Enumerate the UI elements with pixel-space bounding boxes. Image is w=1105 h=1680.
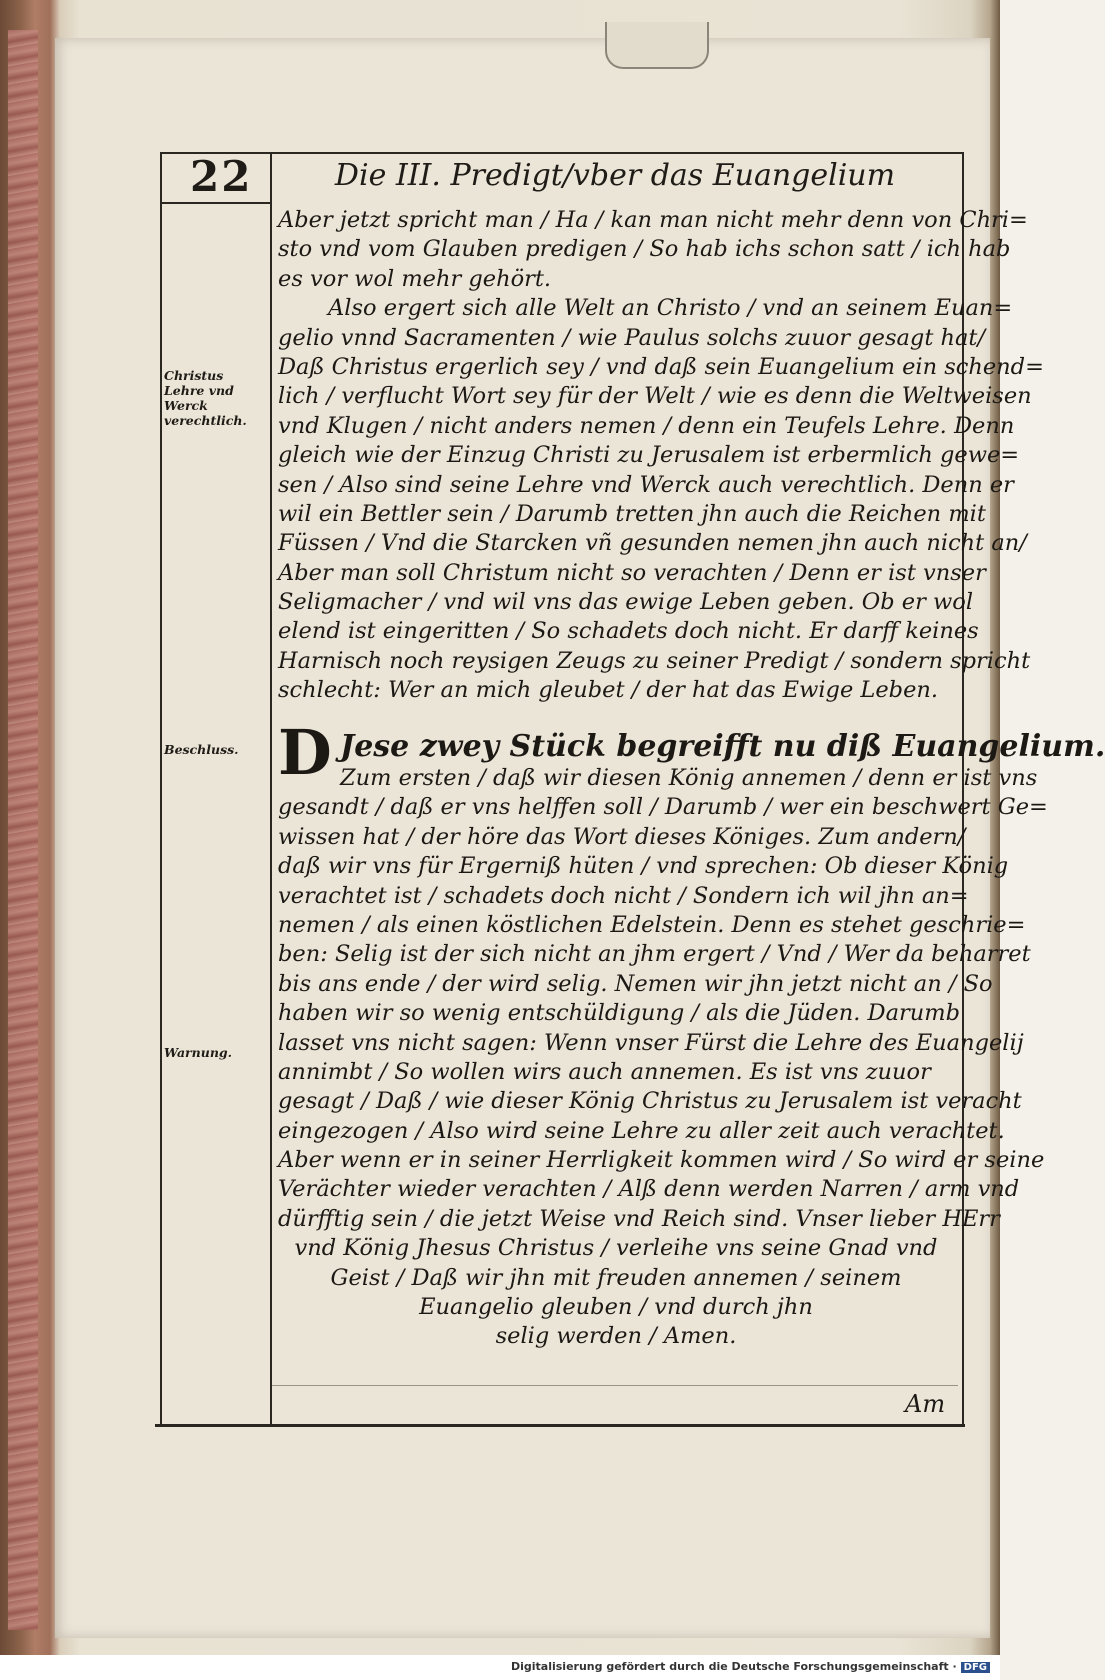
text-line: vnd König Jhesus Christus / verleihe vns seine Gnad vnd [294, 1235, 938, 1262]
text-line: bis ans ende / der wird selig. Nemen wir jhn jetzt nicht an / So [278, 970, 993, 997]
text-line: sen / Also sind seine Lehre vnd Werck auch verechtlich. Denn er [278, 471, 1014, 498]
text-line: lich / verflucht Wort sey für der Welt / wie es denn die Weltweisen [278, 383, 1032, 410]
funding-credit [511, 1660, 990, 1673]
marbled-edge [8, 30, 38, 1630]
text-line: selig werden / Amen. [495, 1323, 737, 1350]
text-line: lasset vns nicht sagen: Wenn vnser Fürst die Lehre des Euangelij [278, 1029, 1024, 1056]
text-line: annimbt / So wollen wirs auch annemen. Es ist vns zuuor [278, 1058, 931, 1085]
text-line: Aber man soll Christum nicht so verachten / Denn er ist vnser [278, 559, 986, 586]
text-line: Harnisch noch reysigen Zeugs zu seiner Predigt / sondern spricht [278, 647, 1031, 674]
text-line: wissen hat / der höre das Wort dieses Königes. Zum andern/ [278, 823, 966, 850]
margin-note-beschluss: Beschluss. [164, 742, 239, 757]
catchword: Am [905, 1390, 946, 1418]
funding-credit-text: Digitalisierung gefördert durch die Deutsche Forschungsgemeinschaft · [510, 1660, 957, 1673]
section-heading: Jese zwey Stück begreifft nu diß Euangelium. [340, 729, 1105, 764]
text-line: Zum ersten / daß wir diesen König annemen / denn er ist vns [340, 765, 1038, 791]
text-line: wil ein Bettler sein / Darumb tretten jhn auch die Reichen mit [278, 500, 986, 527]
text-line: Aber wenn er in seiner Herrligkeit kommen wird / So wird er seine [278, 1147, 1045, 1174]
margin-note-warnung: Warnung. [164, 1045, 232, 1060]
text-line: Also ergert sich alle Welt an Christo / vnd an seinem Euan= [328, 295, 1013, 322]
text-line: ben: Selig ist der sich nicht an jhm ergert / Vnd / Wer da beharret [278, 941, 1031, 968]
text-line: nemen / als einen köstlichen Edelstein. Denn es stehet geschrie= [278, 911, 1026, 938]
text-line: haben wir so wenig entschüldigung / als die Jüden. Darumb [278, 1000, 960, 1027]
text-line: gleich wie der Einzug Christi zu Jerusalem ist erbermlich gewe= [278, 442, 1020, 469]
dfg-logo: DFG [961, 1662, 990, 1673]
text-line: gesagt / Daß / wie dieser König Christus zu Jerusalem ist veracht [278, 1088, 1022, 1115]
text-line: daß wir vns für Ergerniß hüten / vnd sprechen: Ob dieser König [278, 853, 1009, 880]
text-line: Seligmacher / vnd wil vns das ewige Leben geben. Ob er wol [278, 589, 974, 616]
text-line: schlecht: Wer an mich gleubet / der hat das Ewige Leben. [278, 677, 939, 704]
text-line: elend ist eingeritten / So schadets doch nicht. Er darff keines [278, 618, 979, 645]
page-number-rule [160, 202, 272, 204]
text-line: sto vnd vom Glauben predigen / So hab ichs schon satt / ich hab [278, 236, 1011, 263]
text-line: gesandt / daß er vns helffen soll / Darumb / wer ein beschwert Ge= [278, 794, 1048, 821]
text-line: gelio vnnd Sacramenten / wie Paulus solchs zuuor gesagt hat/ [278, 324, 986, 351]
sermon-body [278, 206, 1044, 706]
text-line: Füssen / Vnd die Starcken vñ gesunden nemen jhn auch nicht an/ [278, 530, 1027, 557]
conclusion-section [278, 716, 1105, 1352]
text-line: Aber jetzt spricht man / Ha / kan man nicht mehr denn von Chri= [278, 207, 1028, 233]
text-line: Verächter wieder verachten / Alß denn werden Narren / arm vnd [278, 1176, 1020, 1203]
margin-note-lehre: Christus Lehre vnd Werck verechtlich. [164, 368, 247, 428]
dropcap-initial: D [278, 716, 332, 789]
text-line: vnd Klugen / nicht anders nemen / denn ein Teufels Lehre. Denn [278, 412, 1015, 439]
bottom-rule [155, 1424, 965, 1427]
text-line: verachtet ist / schadets doch nicht / Sondern ich wil jhn an= [278, 882, 969, 909]
page-tab-mark [605, 22, 709, 69]
text-line: Daß Christus ergerlich sey / vnd daß sein Euangelium ein schend= [278, 353, 1044, 380]
page-number: 22 [190, 152, 253, 201]
inner-bottom-rule [272, 1385, 958, 1386]
text-line: dürfftig sein / die jetzt Weise vnd Reich sind. Vnser lieber HErr [278, 1205, 1000, 1232]
text-line: Geist / Daß wir jhn mit freuden annemen / seinem [330, 1264, 902, 1291]
text-line: eingezogen / Also wird seine Lehre zu aller zeit auch verachtet. [278, 1117, 1005, 1144]
margin-column-rule [270, 152, 272, 1424]
text-line: es vor wol mehr gehört. [278, 265, 552, 292]
text-line: Euangelio gleuben / vnd durch jhn [419, 1294, 813, 1321]
running-head: Die III. Predigt/vber das Euangelium [334, 158, 896, 193]
